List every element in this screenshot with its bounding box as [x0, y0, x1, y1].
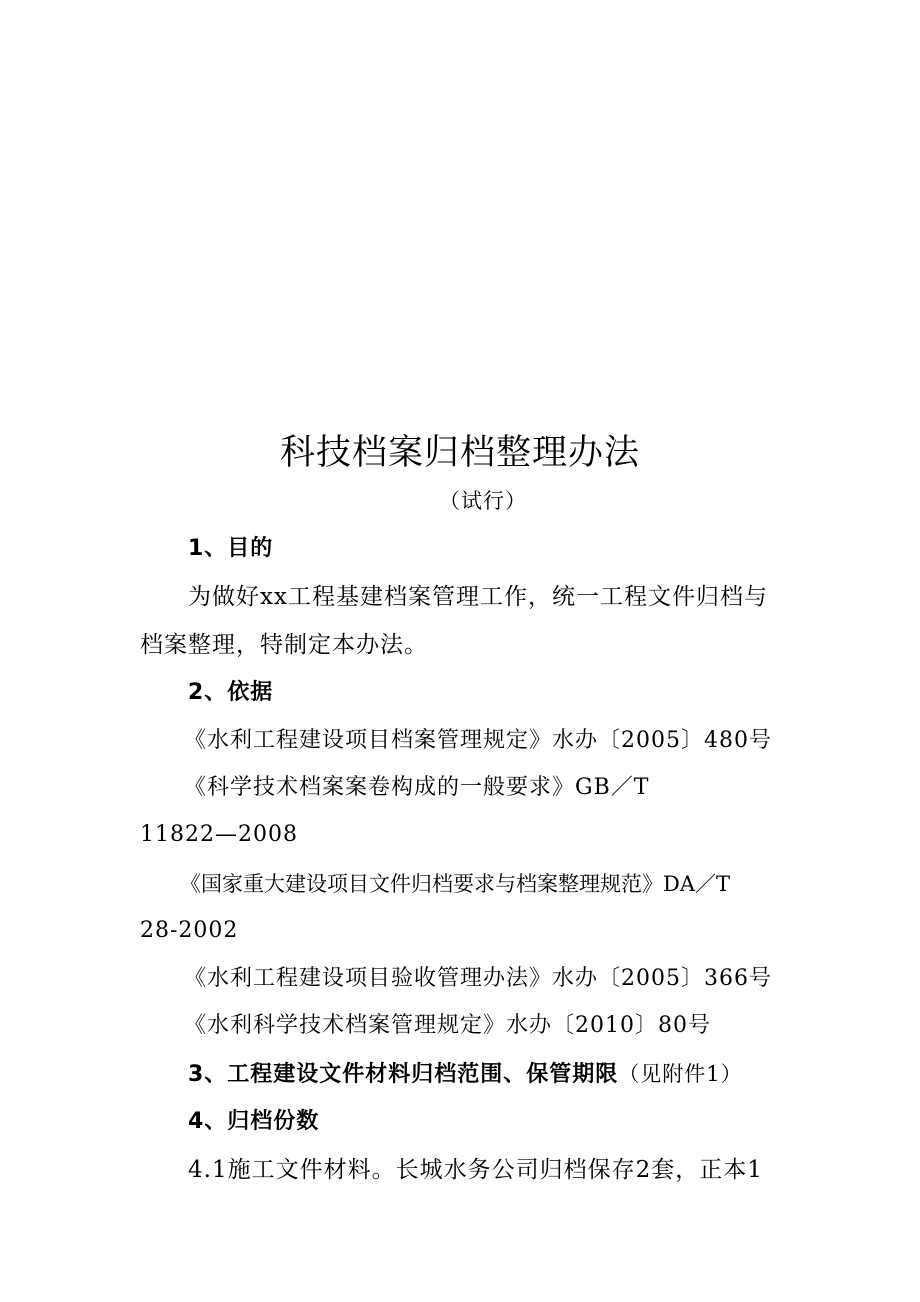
- reference-2-line-1: 《科学技术档案案卷构成的一般要求》GB／T: [184, 775, 650, 800]
- section-3-heading-note: （见附件1）: [618, 1062, 743, 1086]
- reference-3-line-1: 《国家重大建设项目文件归档要求与档案整理规范》DA／T: [180, 872, 731, 896]
- reference-3-line-2: 28-2002: [140, 918, 239, 943]
- section-4-paragraph-line-1: 4.1施工文件材料。长城水务公司归档保存2套，正本1: [188, 1157, 763, 1183]
- section-2-heading: 2、依据: [188, 680, 274, 705]
- section-3-heading-text: 3、工程建设文件材料归档范围、保管期限: [188, 1062, 619, 1087]
- section-1-paragraph-line-1: 为做好xx工程基建档案管理工作，统一工程文件归档与: [188, 584, 768, 610]
- document-subtitle: （试行）: [439, 489, 527, 513]
- section-1-heading: 1、目的: [188, 536, 274, 561]
- reference-5: 《水利科学技术档案管理规定》水办〔2010〕80号: [184, 1013, 711, 1038]
- section-3-heading: [188, 1057, 743, 1092]
- reference-2-line-2: 11822—2008: [140, 822, 298, 847]
- reference-1: 《水利工程建设项目档案管理规定》水办〔2005〕480号: [184, 728, 772, 753]
- section-1-paragraph-line-2: 档案整理，特制定本办法。: [140, 632, 428, 658]
- document-title: 科技档案归档整理办法: [279, 433, 640, 473]
- section-4-heading: 4、归档份数: [188, 1109, 320, 1134]
- reference-4: 《水利工程建设项目验收管理办法》水办〔2005〕366号: [184, 966, 772, 991]
